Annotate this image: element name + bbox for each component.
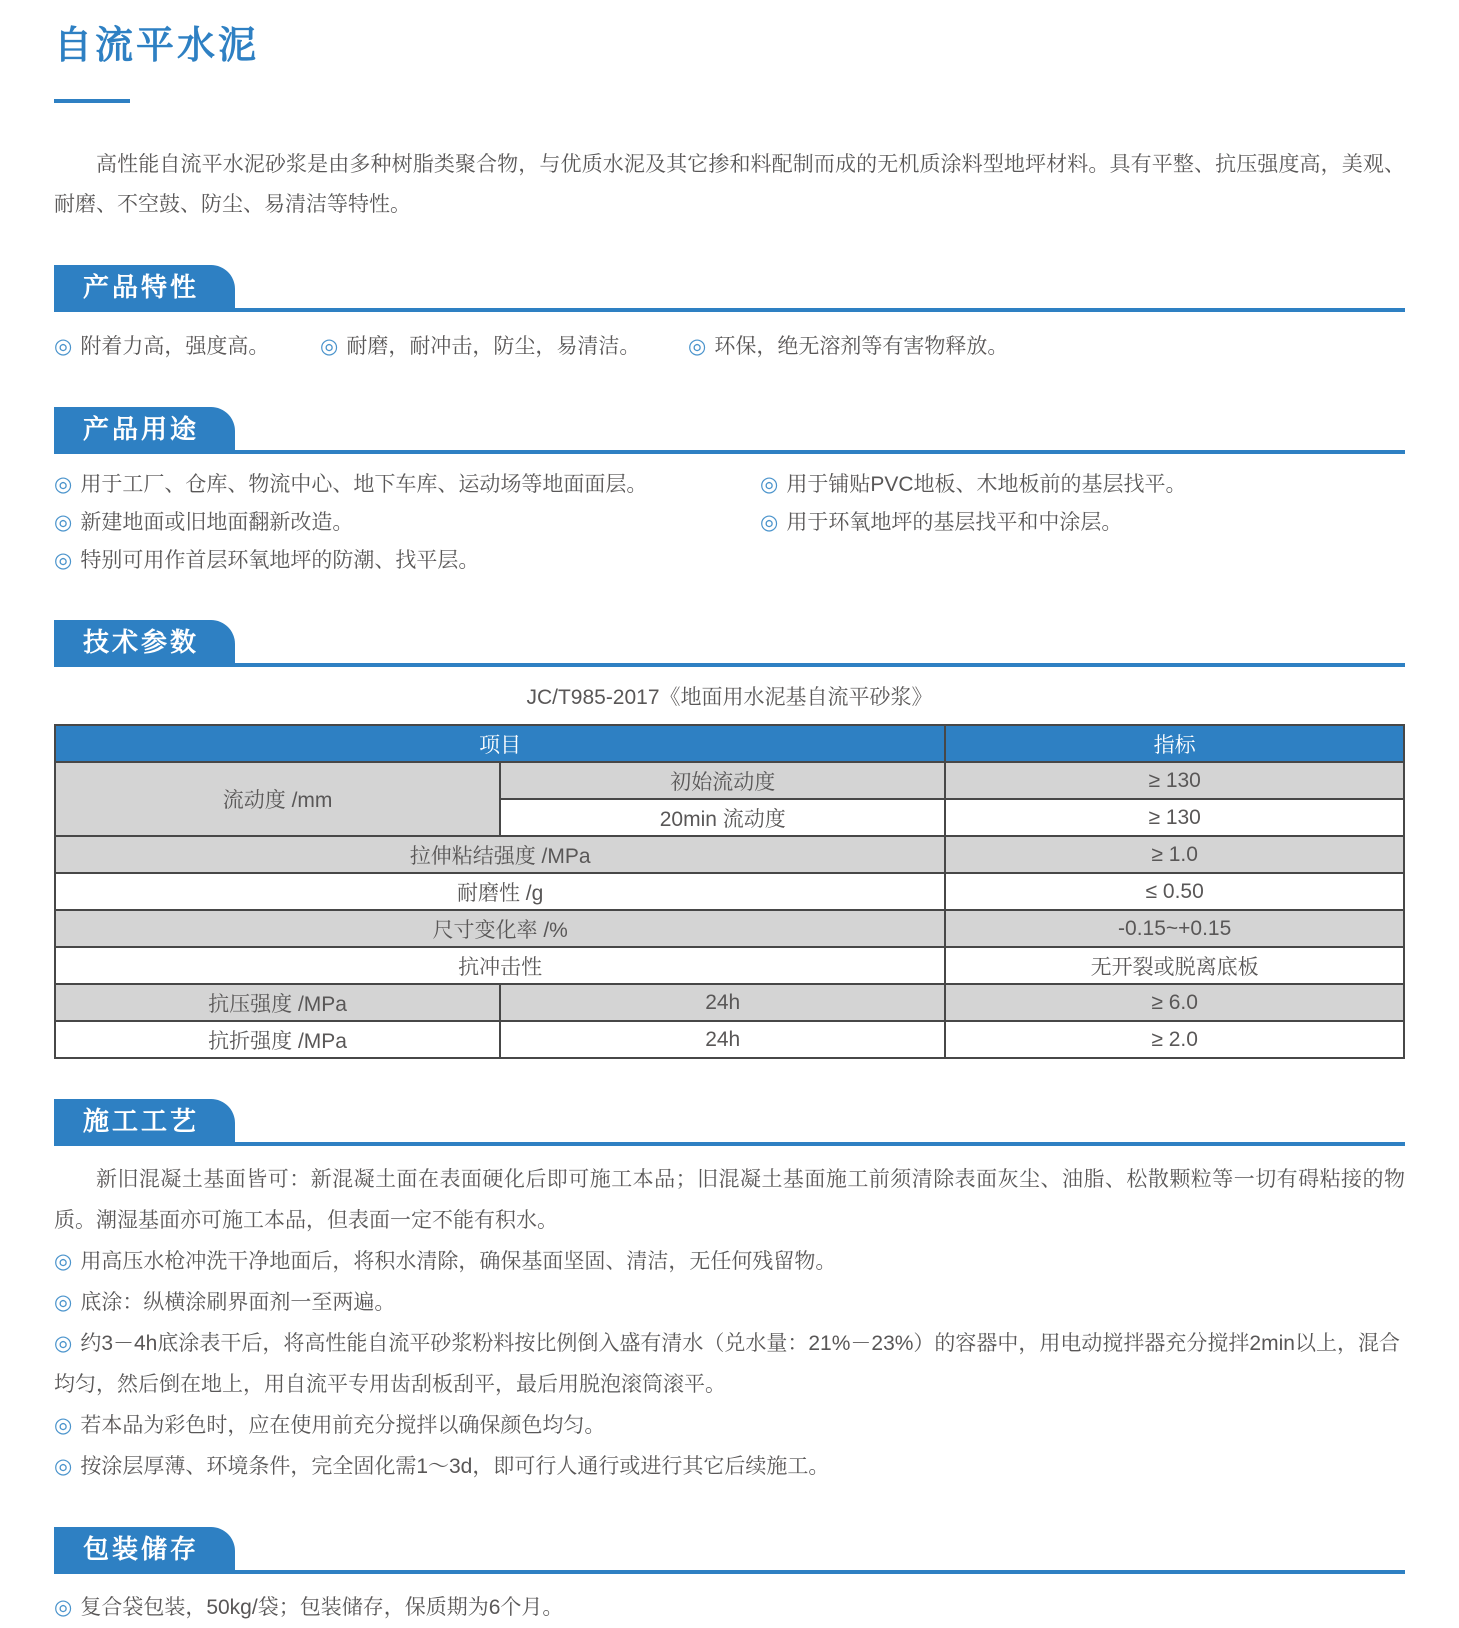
section-tab-packaging: 包装储存 xyxy=(54,1527,235,1570)
list-item xyxy=(54,504,760,542)
process-paragraph: 新旧混凝土基面皆可：新混凝土面在表面硬化后即可施工本品；旧混凝土基面施工前须清除表面灰尘、油脂、松散颗粒等一切有碍粘接的物质。潮湿基面亦可施工本品，但表面一定不能有积水。 xyxy=(54,1168,1405,1232)
packaging-list xyxy=(54,1588,1405,1628)
list-item xyxy=(54,1446,1405,1487)
use-text: 特别可用作首层环氧地坪的防潮、找平层。 xyxy=(80,549,480,572)
spec-value-cell: ≥ 1.0 xyxy=(945,836,1404,873)
uses-list-left xyxy=(54,466,760,580)
table-row xyxy=(55,762,1404,799)
ring-bullet-icon: ◎ xyxy=(54,1455,73,1478)
list-item xyxy=(54,327,320,367)
list-item xyxy=(760,504,1405,542)
use-text: 新建地面或旧地面翻新改造。 xyxy=(80,511,354,534)
section-heading-process xyxy=(54,1099,1405,1146)
section-tab-uses: 产品用途 xyxy=(54,407,235,450)
table-row xyxy=(55,984,1404,1021)
uses-list-right xyxy=(760,466,1405,580)
section-heading-specs xyxy=(54,620,1405,667)
list-item xyxy=(54,1282,1405,1323)
spec-value-cell: ≥ 6.0 xyxy=(945,984,1404,1021)
ring-bullet-icon: ◎ xyxy=(54,473,73,496)
spec-cell: 20min 流动度 xyxy=(500,799,945,836)
ring-bullet-icon: ◎ xyxy=(760,511,779,534)
process-list xyxy=(54,1241,1405,1487)
list-item xyxy=(54,466,760,504)
list-item xyxy=(54,1241,1405,1282)
process-step-text: 按涂层厚薄、环境条件，完全固化需1～3d，即可行人通行或进行其它后续施工。 xyxy=(80,1455,830,1478)
spec-table-caption: JC/T985-2017《地面用水泥基自流平砂浆》 xyxy=(526,686,933,709)
use-text: 用于工厂、仓库、物流中心、地下车库、运动场等地面面层。 xyxy=(80,473,648,496)
ring-bullet-icon: ◎ xyxy=(54,511,73,534)
packaging-text: 复合袋包装，50kg/袋；包装储存，保质期为6个月。 xyxy=(80,1596,564,1619)
ring-bullet-icon: ◎ xyxy=(760,473,779,496)
list-item xyxy=(54,1405,1405,1446)
ring-bullet-icon: ◎ xyxy=(688,335,707,358)
list-item xyxy=(320,327,688,367)
use-text: 用于环氧地坪的基层找平和中涂层。 xyxy=(786,511,1123,534)
ring-bullet-icon: ◎ xyxy=(54,549,73,572)
ring-bullet-icon: ◎ xyxy=(54,1414,73,1437)
ring-bullet-icon: ◎ xyxy=(54,1332,73,1355)
spec-cell: 初始流动度 xyxy=(500,762,945,799)
use-text: 用于铺贴PVC地板、木地板前的基层找平。 xyxy=(786,473,1187,496)
process-step-text: 约3－4h底涂表干后，将高性能自流平砂浆粉料按比例倒入盛有清水（兑水量：21%－23%）的容器中，用电动搅拌器充分搅拌2min以上，混合均匀，然后倒在地上，用自流平专用齿刮板刮平，最后用脱泡滚筒滚平。 xyxy=(54,1332,1400,1396)
table-row xyxy=(55,1021,1404,1058)
spec-cell: 24h xyxy=(500,984,945,1021)
spec-table xyxy=(54,724,1405,1059)
page-title: 自流平水泥 xyxy=(54,25,260,67)
section-heading-packaging xyxy=(54,1527,1405,1574)
section-tab-specs: 技术参数 xyxy=(54,620,235,663)
spec-value-cell: ≥ 130 xyxy=(945,762,1404,799)
spec-cell: 24h xyxy=(500,1021,945,1058)
ring-bullet-icon: ◎ xyxy=(54,1250,73,1273)
process-step-text: 底涂：纵横涂刷界面剂一至两遍。 xyxy=(80,1291,396,1314)
feature-text: 附着力高，强度高。 xyxy=(80,335,270,358)
list-item xyxy=(54,1323,1405,1405)
section-tab-features: 产品特性 xyxy=(54,265,235,308)
spec-cell: 尺寸变化率 /% xyxy=(55,910,945,947)
section-tab-process: 施工工艺 xyxy=(54,1099,235,1142)
spec-cell: 抗压强度 /MPa xyxy=(55,984,500,1021)
spec-cell: 耐磨性 /g xyxy=(55,873,945,910)
title-underline xyxy=(54,99,130,103)
col-header-index: 指标 xyxy=(945,725,1404,762)
table-row xyxy=(55,836,1404,873)
spec-cell: 抗冲击性 xyxy=(55,947,945,984)
table-row xyxy=(55,910,1404,947)
features-list xyxy=(54,327,1405,367)
intro-paragraph: 高性能自流平水泥砂浆是由多种树脂类聚合物，与优质水泥及其它掺和料配制而成的无机质涂料型地坪材料。具有平整、抗压强度高，美观、耐磨、不空鼓、防尘、易清洁等特性。 xyxy=(54,153,1405,216)
list-item xyxy=(688,327,1008,367)
list-item xyxy=(760,466,1405,504)
table-row xyxy=(55,947,1404,984)
col-header-item: 项目 xyxy=(55,725,945,762)
section-heading-uses xyxy=(54,407,1405,454)
feature-text: 环保，绝无溶剂等有害物释放。 xyxy=(714,335,1009,358)
spec-cell: 拉伸粘结强度 /MPa xyxy=(55,836,945,873)
spec-value-cell: -0.15~+0.15 xyxy=(945,910,1404,947)
process-body xyxy=(54,1159,1405,1487)
spec-value-cell: ≤ 0.50 xyxy=(945,873,1404,910)
ring-bullet-icon: ◎ xyxy=(320,335,339,358)
process-step-text: 若本品为彩色时，应在使用前充分搅拌以确保颜色均匀。 xyxy=(80,1414,606,1437)
process-step-text: 用高压水枪冲洗干净地面后，将积水清除，确保基面坚固、清洁，无任何残留物。 xyxy=(80,1250,837,1273)
list-item xyxy=(54,542,760,580)
section-heading-features xyxy=(54,265,1405,312)
spec-value-cell: 无开裂或脱离底板 xyxy=(945,947,1404,984)
spec-cell: 流动度 /mm xyxy=(55,762,500,836)
feature-text: 耐磨，耐冲击，防尘，易清洁。 xyxy=(346,335,641,358)
spec-cell: 抗折强度 /MPa xyxy=(55,1021,500,1058)
ring-bullet-icon: ◎ xyxy=(54,1596,73,1619)
table-row xyxy=(55,873,1404,910)
uses-columns xyxy=(54,466,1405,580)
ring-bullet-icon: ◎ xyxy=(54,335,73,358)
ring-bullet-icon: ◎ xyxy=(54,1291,73,1314)
list-item xyxy=(54,1588,1405,1628)
spec-value-cell: ≥ 130 xyxy=(945,799,1404,836)
spec-value-cell: ≥ 2.0 xyxy=(945,1021,1404,1058)
table-header-row xyxy=(55,725,1404,762)
